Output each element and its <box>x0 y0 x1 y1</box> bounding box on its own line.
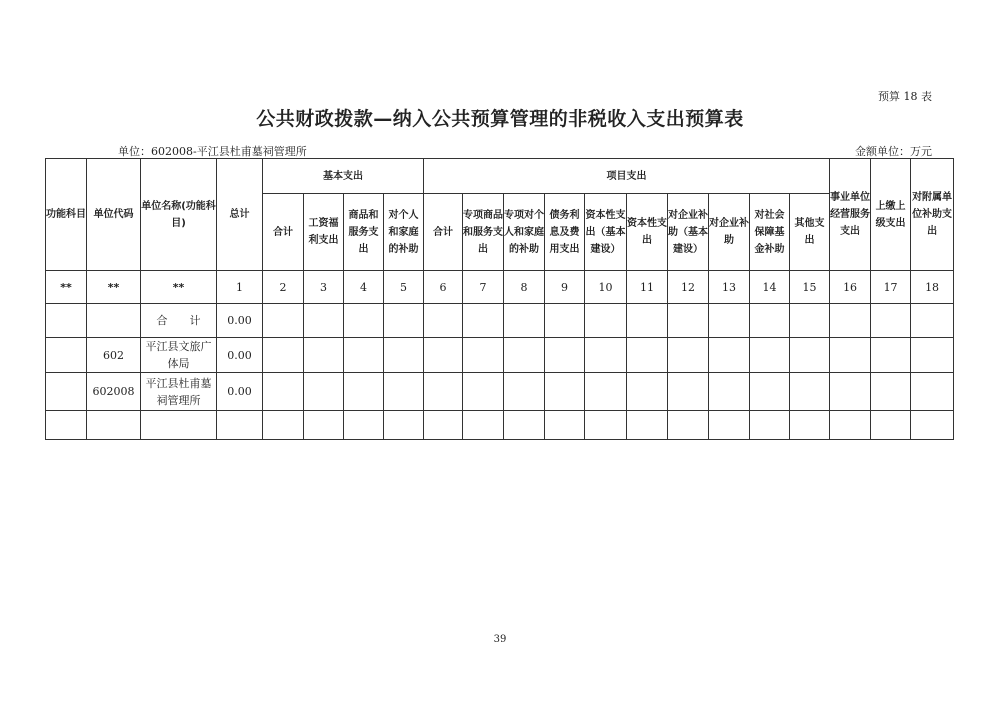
table-row <box>46 338 954 373</box>
unit-name-cell: 合 计 <box>141 304 217 338</box>
column-number: 5 <box>384 271 424 304</box>
header-business-service: 事业单位经营服务支出 <box>830 159 871 271</box>
page-number: 39 <box>493 634 507 645</box>
page-title: 公共财政拨款—纳入公共预算管理的非税收入支出预算表 <box>256 108 744 130</box>
header-total: 总计 <box>217 159 263 271</box>
marker-cell: ** <box>141 271 217 304</box>
empty-row <box>46 411 954 440</box>
budget-table <box>45 158 954 440</box>
unit-name-cell: 平江县文旅广体局 <box>141 338 217 373</box>
header-affiliate-subsidy: 对附属单位补助支出 <box>911 159 954 271</box>
unit-code-cell: 602 <box>87 338 141 373</box>
header-group-project: 项目支出 <box>424 159 830 194</box>
total-cell: 0.00 <box>217 338 263 373</box>
header-project-col: 资本性支出（基本建设） <box>585 194 627 271</box>
column-number: 15 <box>790 271 830 304</box>
column-number: 9 <box>545 271 585 304</box>
header-project-col: 其他支出 <box>790 194 830 271</box>
unit-code-cell: 602008 <box>87 373 141 411</box>
column-number: 2 <box>263 271 304 304</box>
unit-label: 单位：602008-平江县杜甫墓祠管理所 <box>118 145 307 158</box>
column-number: 7 <box>463 271 504 304</box>
header-project-col: 对企业补助 <box>709 194 750 271</box>
column-number: 16 <box>830 271 871 304</box>
column-number: 4 <box>344 271 384 304</box>
amount-unit-label: 金额单位：万元 <box>855 145 932 158</box>
header-basic-col: 合计 <box>263 194 304 271</box>
header-basic-col: 商品和服务支出 <box>344 194 384 271</box>
header-upper-payment: 上缴上级支出 <box>871 159 911 271</box>
header-project-col: 专项对个人和家庭的补助 <box>504 194 545 271</box>
column-number: 8 <box>504 271 545 304</box>
unit-code-cell <box>87 304 141 338</box>
marker-cell: ** <box>87 271 141 304</box>
column-number: 6 <box>424 271 463 304</box>
column-number: 1 <box>217 271 263 304</box>
header-project-col: 资本性支出 <box>627 194 668 271</box>
header-project-col: 债务利息及费用支出 <box>545 194 585 271</box>
total-cell: 0.00 <box>217 304 263 338</box>
unit-name-cell: 平江县杜甫墓祠管理所 <box>141 373 217 411</box>
header-project-col: 合计 <box>424 194 463 271</box>
column-number: 13 <box>709 271 750 304</box>
header-group-basic: 基本支出 <box>263 159 424 194</box>
table-row <box>46 304 954 338</box>
header-basic-col: 工资福利支出 <box>304 194 344 271</box>
column-number-row <box>46 271 954 304</box>
column-number: 18 <box>911 271 954 304</box>
header-func-subject: 功能科目 <box>46 159 87 271</box>
total-cell: 0.00 <box>217 373 263 411</box>
table-row <box>46 373 954 411</box>
marker-cell: ** <box>46 271 87 304</box>
column-number: 11 <box>627 271 668 304</box>
column-number: 3 <box>304 271 344 304</box>
header-project-col: 专项商品和服务支出 <box>463 194 504 271</box>
header-unit-code: 单位代码 <box>87 159 141 271</box>
header-project-col: 对企业补助（基本建设） <box>668 194 709 271</box>
header-basic-col: 对个人和家庭的补助 <box>384 194 424 271</box>
column-number: 17 <box>871 271 911 304</box>
column-number: 14 <box>750 271 790 304</box>
table-number: 预算 18 表 <box>878 90 932 103</box>
column-number: 12 <box>668 271 709 304</box>
header-unit-name: 单位名称(功能科目) <box>141 159 217 271</box>
column-number: 10 <box>585 271 627 304</box>
header-project-col: 对社会保障基金补助 <box>750 194 790 271</box>
